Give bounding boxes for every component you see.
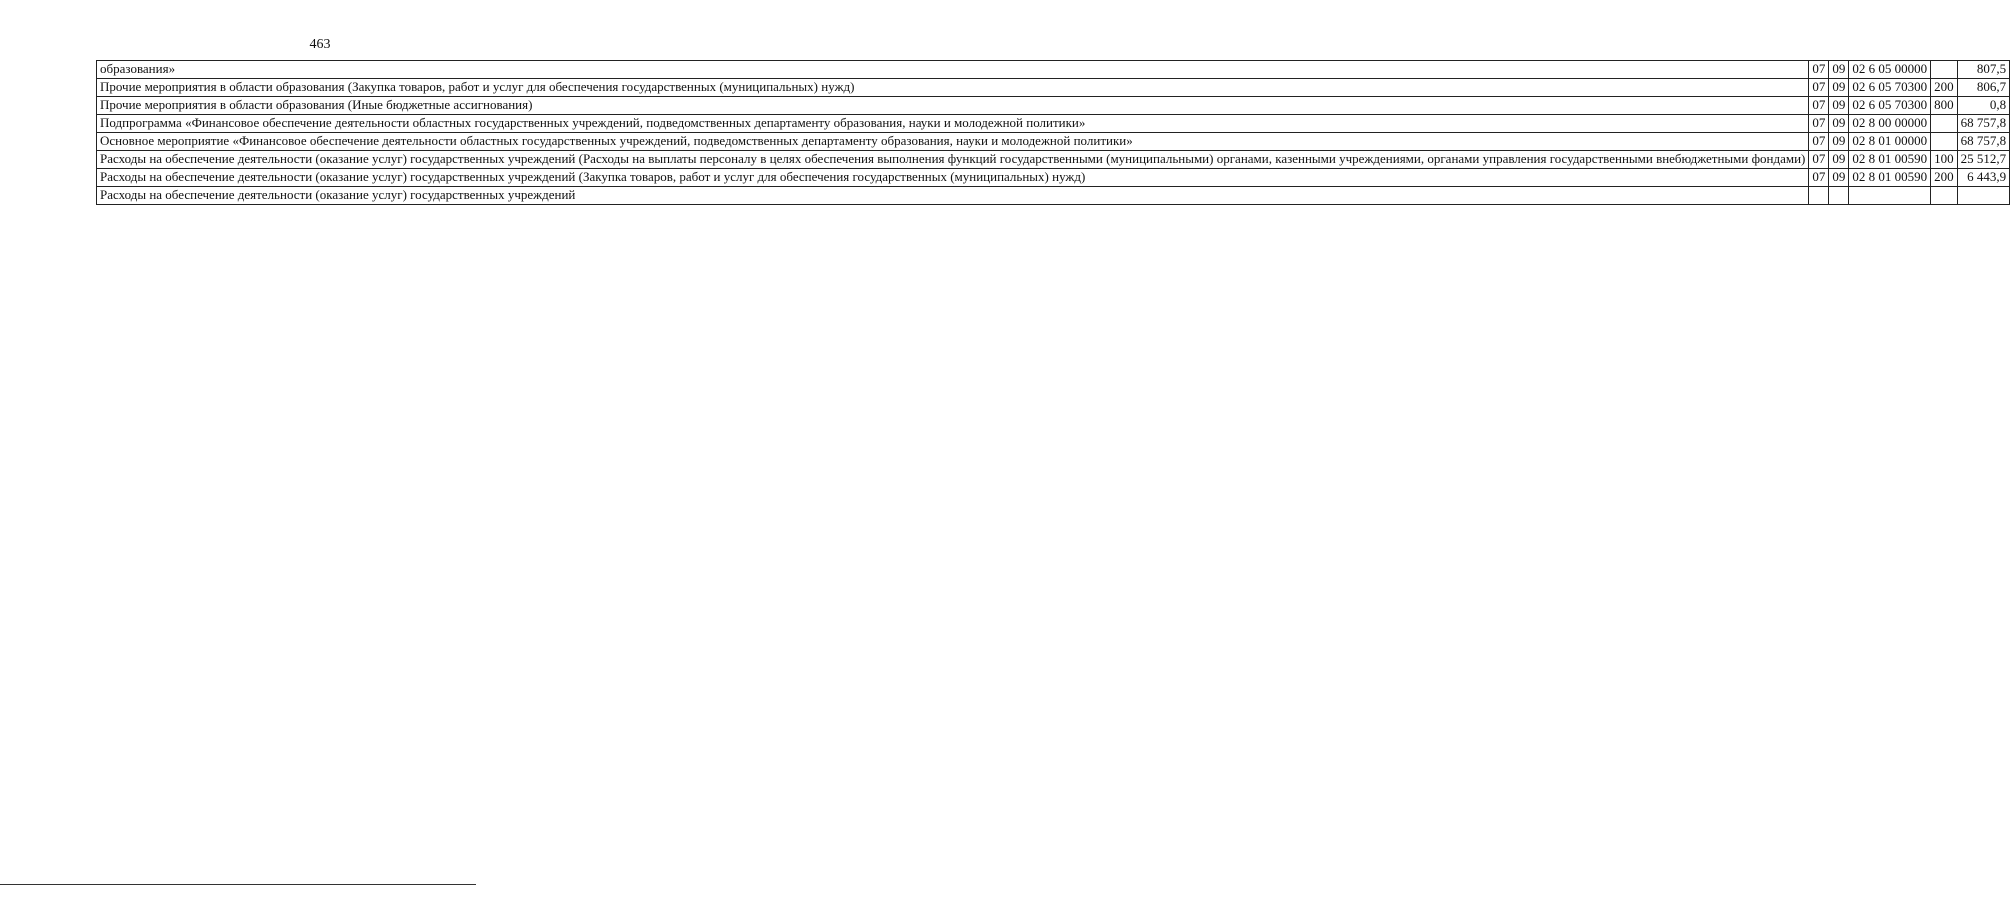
subsection-code-cell: 09 (1829, 115, 1849, 133)
section-code-cell: 07 (1809, 61, 1829, 79)
page-number: 463 (309, 37, 331, 52)
amount-cell: 0,8 (1957, 97, 2010, 115)
target-article-cell: 02 8 01 00590 (1849, 169, 1931, 187)
section-code-cell: 07 (1809, 79, 1829, 97)
table-row (97, 115, 2010, 133)
section-code-cell (1809, 187, 1829, 205)
expense-type-cell: 200 (1931, 79, 1958, 97)
expense-type-cell (1931, 61, 1958, 79)
expense-type-cell: 200 (1931, 169, 1958, 187)
row-name-cell: Прочие мероприятия в области образования (Закупка товаров, работ и услуг для обеспечения государственных (муниципальных) нужд) (97, 79, 1809, 97)
row-name-cell: Расходы на обеспечение деятельности (оказание услуг) государственных учреждений (Закупка товаров, работ и услуг для обеспечения государственных (муниципальных) нужд) (97, 169, 1809, 187)
target-article-cell: 02 8 01 00590 (1849, 151, 1931, 169)
amount-cell: 68 757,8 (1957, 115, 2010, 133)
subsection-code-cell: 09 (1829, 97, 1849, 115)
section-code-cell: 07 (1809, 133, 1829, 151)
section-code-cell: 07 (1809, 115, 1829, 133)
section-code-cell: 07 (1809, 97, 1829, 115)
amount-cell (1957, 187, 2010, 205)
expense-type-cell (1931, 187, 1958, 205)
subsection-code-cell: 09 (1829, 169, 1849, 187)
amount-cell: 25 512,7 (1957, 151, 2010, 169)
subsection-code-cell: 09 (1829, 61, 1849, 79)
table-row (97, 61, 2010, 79)
subsection-code-cell: 09 (1829, 79, 1849, 97)
footer-divider (0, 884, 476, 885)
table-row (97, 133, 2010, 151)
amount-cell: 6 443,9 (1957, 169, 2010, 187)
subsection-code-cell (1829, 187, 1849, 205)
row-name-cell: Основное мероприятие «Финансовое обеспечение деятельности областных государственных учреждений, подведомственных департаменту образования, науки и молодежной политики» (97, 133, 1809, 151)
section-code-cell: 07 (1809, 169, 1829, 187)
table-row (97, 151, 2010, 169)
target-article-cell: 02 8 01 00000 (1849, 133, 1931, 151)
table-row (97, 187, 2010, 205)
target-article-cell: 02 6 05 70300 (1849, 79, 1931, 97)
row-name-cell: Расходы на обеспечение деятельности (оказание услуг) государственных учреждений (Расходы на выплаты персоналу в целях обеспечения выполнения функций государственными (муниципальными) органами, казенными учреждениями, органами управления государственными внебюджетными фондами) (97, 151, 1809, 169)
expense-type-cell: 100 (1931, 151, 1958, 169)
amount-cell: 806,7 (1957, 79, 2010, 97)
subsection-code-cell: 09 (1829, 151, 1849, 169)
target-article-cell (1849, 187, 1931, 205)
row-name-cell: Расходы на обеспечение деятельности (оказание услуг) государственных учреждений (97, 187, 1809, 205)
section-code-cell: 07 (1809, 151, 1829, 169)
target-article-cell: 02 6 05 70300 (1849, 97, 1931, 115)
expense-type-cell (1931, 115, 1958, 133)
subsection-code-cell: 09 (1829, 133, 1849, 151)
budget-table (96, 60, 2010, 205)
expense-type-cell: 800 (1931, 97, 1958, 115)
amount-cell: 68 757,8 (1957, 133, 2010, 151)
row-name-cell: Подпрограмма «Финансовое обеспечение деятельности областных государственных учреждений, подведомственных департаменту образования, науки и молодежной политики» (97, 115, 1809, 133)
target-article-cell: 02 6 05 00000 (1849, 61, 1931, 79)
expense-type-cell (1931, 133, 1958, 151)
row-name-cell: образования» (97, 61, 1809, 79)
amount-cell: 807,5 (1957, 61, 2010, 79)
target-article-cell: 02 8 00 00000 (1849, 115, 1931, 133)
table-row (97, 79, 2010, 97)
row-name-cell: Прочие мероприятия в области образования (Иные бюджетные ассигнования) (97, 97, 1809, 115)
table-row (97, 97, 2010, 115)
table-row (97, 169, 2010, 187)
